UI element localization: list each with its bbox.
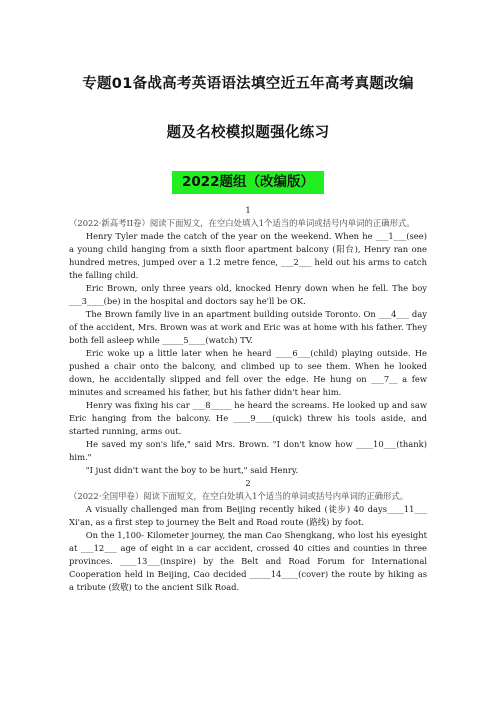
passage-paragraph: Henry Tyler made the catch of the year on the weekend. When he ___1___(see) a young child hanging from a sixth floor apartment balcony (阳台), Henry ran one hundred metres, jumped over a 1.2 metre fence, ___2___ held out his arms to catch the falling child. (69, 231, 427, 280)
document-body (69, 204, 427, 594)
question-source: （2022·全国甲卷）阅读下面短文，在空白处填入1个适当的单词或括号内单词的正确形式。 (69, 491, 409, 501)
question-number: 2 (245, 478, 251, 488)
passage-paragraph: Eric woke up a little later when he heard ____6___(child) playing outside. He pushed a chair onto the balcony, and climbed up to see them. When he looked down, he accidentally slipped and fell over the edge. He hung on ___7__ a few minutes and screamed his father, but his father didn't hear him. (69, 348, 427, 397)
passage-paragraph: "I just didn't want the boy to be hurt," said Henry. (85, 465, 299, 475)
question-source: （2022·新高考II卷）阅读下面短文，在空白处填入1个适当的单词或括号内单词的正确形式。 (69, 218, 415, 228)
passage-paragraph: The Brown family live in an apartment building outside Toronto. On ___4___ day of the accident, Mrs. Brown was at work and Eric was at home with his father. They both fell asleep while _____5____(watch) TV. (69, 309, 427, 345)
passage-paragraph: A visually challenged man from Beijing recently hiked (徒步) 40 days____11___ Xi'an, as a first step to journey the Belt and Road route (路线) by foot. (69, 504, 427, 527)
passage-paragraph: Eric Brown, only three years old, knocked Henry down when he fell. The boy ___3____(be) in the hospital and doctors say he'll be OK. (69, 283, 427, 306)
document-title-line1: 专题01备战高考英语语法填空近五年高考真题改编 (82, 76, 414, 92)
question-number: 1 (245, 205, 251, 215)
document-title-line2: 题及名校模拟题强化练习 (166, 125, 330, 141)
group-banner: 2022题组（改编版） (172, 171, 324, 194)
passage-paragraph: Henry was fixing his car ___8_____ he heard the screams. He looked up and saw Eric hanging from the balcony. He ____9____(quick) threw his tools aside, and started running, arms out. (69, 400, 427, 436)
passage-paragraph: On the 1,100- Kilometer journey, the man Cao Shengkang, who lost his eyesight at ___12___ age of eight in a car accident, crossed 40 cities and counties in three provinces. ____13___(inspire) by the Belt and Road Forum for International Cooperation held in Beijing, Cao decided _____14____(cover) the route by hiking as a tribute (致敬) to the ancient Silk Road. (69, 530, 427, 592)
passage-paragraph: He saved my son's life," said Mrs. Brown. "I don't know how ____10___(thank) him." (69, 439, 427, 462)
